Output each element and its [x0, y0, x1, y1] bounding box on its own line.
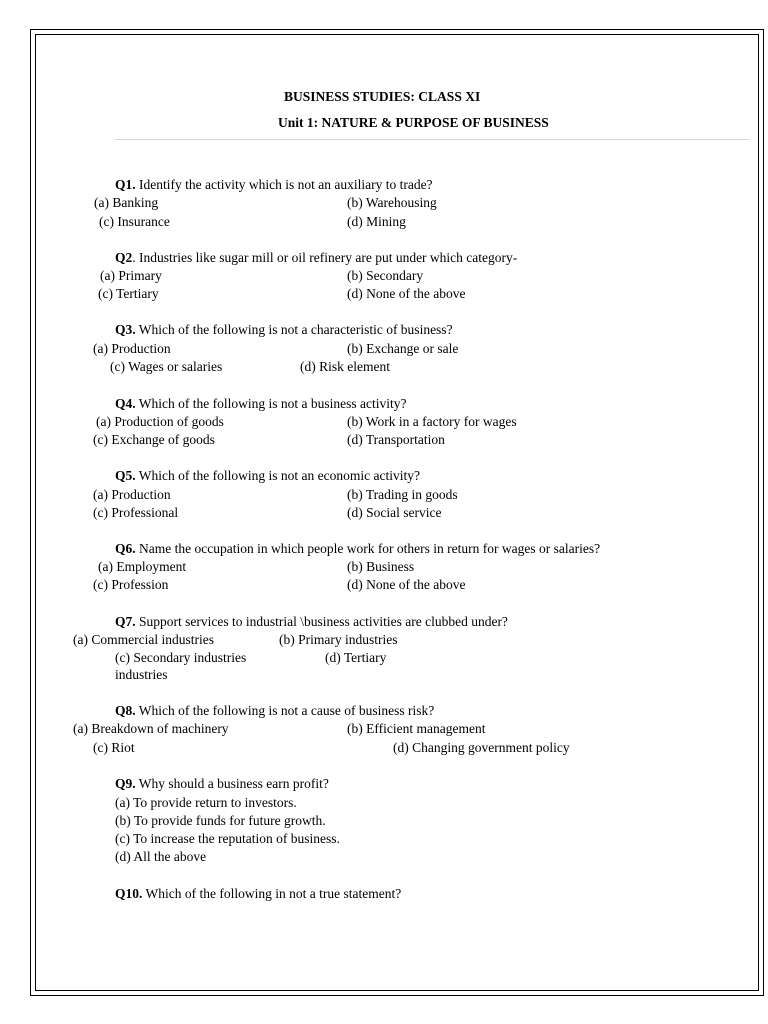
- option-c: (c) Tertiary: [98, 286, 159, 301]
- document-title: BUSINESS STUDIES: CLASS XI: [284, 89, 481, 104]
- option-c: (c) Secondary industries: [115, 650, 247, 665]
- header-rule: [115, 139, 750, 140]
- option-a: (a) Production: [93, 341, 171, 356]
- question-6: [115, 542, 600, 556]
- question-number: Q7.: [115, 614, 136, 629]
- question-number: Q4.: [115, 396, 136, 411]
- option-b: (b) Efficient management: [347, 721, 486, 736]
- question-text: Identify the activity which is not an auxiliary to trade?: [135, 177, 433, 192]
- question-9: [115, 777, 329, 791]
- option-a: (a) Primary: [100, 268, 162, 283]
- question-number: Q10.: [115, 886, 143, 901]
- question-8: [115, 704, 434, 718]
- question-text: Which of the following is not a cause of business risk?: [135, 703, 435, 718]
- option-b: (b) Work in a factory for wages: [347, 414, 517, 429]
- question-2: [115, 251, 517, 265]
- option-b: (b) Trading in goods: [347, 487, 458, 502]
- option-c: (c) Riot: [93, 740, 135, 755]
- option-a: (a) Commercial industries: [73, 632, 214, 647]
- option-b: (b) Warehousing: [347, 195, 437, 210]
- question-number: Q6.: [115, 541, 136, 556]
- option-d: (d) All the above: [115, 849, 207, 864]
- option-d: (d) None of the above: [347, 577, 466, 592]
- option-d: (d) Social service: [347, 505, 442, 520]
- question-number: Q1.: [115, 177, 136, 192]
- option-d: (d) Mining: [347, 214, 406, 229]
- option-a: (a) Production of goods: [96, 414, 224, 429]
- question-7: [115, 615, 508, 629]
- option-d: (d) Tertiary: [325, 650, 387, 665]
- option-d: (d) Transportation: [347, 432, 445, 447]
- question-text: Which of the following in not a true statement?: [142, 886, 402, 901]
- option-c: (c) Profession: [93, 577, 169, 592]
- question-number: Q2: [115, 250, 133, 265]
- option-b: (b) Exchange or sale: [347, 341, 459, 356]
- question-text: Name the occupation in which people work for others in return for wages or salaries?: [135, 541, 601, 556]
- option-c: (c) To increase the reputation of business.: [115, 831, 340, 846]
- option-a: (a) Breakdown of machinery: [73, 721, 229, 736]
- question-text: Which of the following is not a business activity?: [135, 396, 407, 411]
- question-10: [115, 887, 401, 901]
- option-c: (c) Wages or salaries: [110, 359, 223, 374]
- option-d: (d) Risk element: [300, 359, 390, 374]
- question-4: [115, 397, 406, 411]
- question-text: . Industries like sugar mill or oil refinery are put under which category-: [132, 250, 518, 265]
- option-a: (a) To provide return to investors.: [115, 795, 297, 810]
- option-a: (a) Production: [93, 487, 171, 502]
- option-d: (d) Changing government policy: [393, 740, 570, 755]
- question-3: [115, 323, 453, 337]
- question-text: Which of the following is not an economic activity?: [135, 468, 420, 483]
- question-text: Which of the following is not a characteristic of business?: [135, 322, 453, 337]
- option-b: (b) To provide funds for future growth.: [115, 813, 326, 828]
- question-5: [115, 469, 420, 483]
- option-b: (b) Primary industries: [279, 632, 398, 647]
- option-d: (d) None of the above: [347, 286, 466, 301]
- question-text: Support services to industrial \business activities are clubbed under?: [135, 614, 508, 629]
- unit-heading: Unit 1: NATURE & PURPOSE OF BUSINESS: [278, 115, 549, 130]
- option-continuation: industries: [115, 667, 168, 682]
- option-c: (c) Exchange of goods: [93, 432, 215, 447]
- question-number: Q8.: [115, 703, 136, 718]
- option-c: (c) Insurance: [99, 214, 170, 229]
- question-text: Why should a business earn profit?: [135, 776, 329, 791]
- option-c: (c) Professional: [93, 505, 179, 520]
- option-a: (a) Employment: [98, 559, 187, 574]
- question-1: [115, 178, 433, 192]
- question-number: Q3.: [115, 322, 136, 337]
- option-b: (b) Business: [347, 559, 415, 574]
- question-number: Q5.: [115, 468, 136, 483]
- option-a: (a) Banking: [94, 195, 159, 210]
- option-b: (b) Secondary: [347, 268, 424, 283]
- question-number: Q9.: [115, 776, 136, 791]
